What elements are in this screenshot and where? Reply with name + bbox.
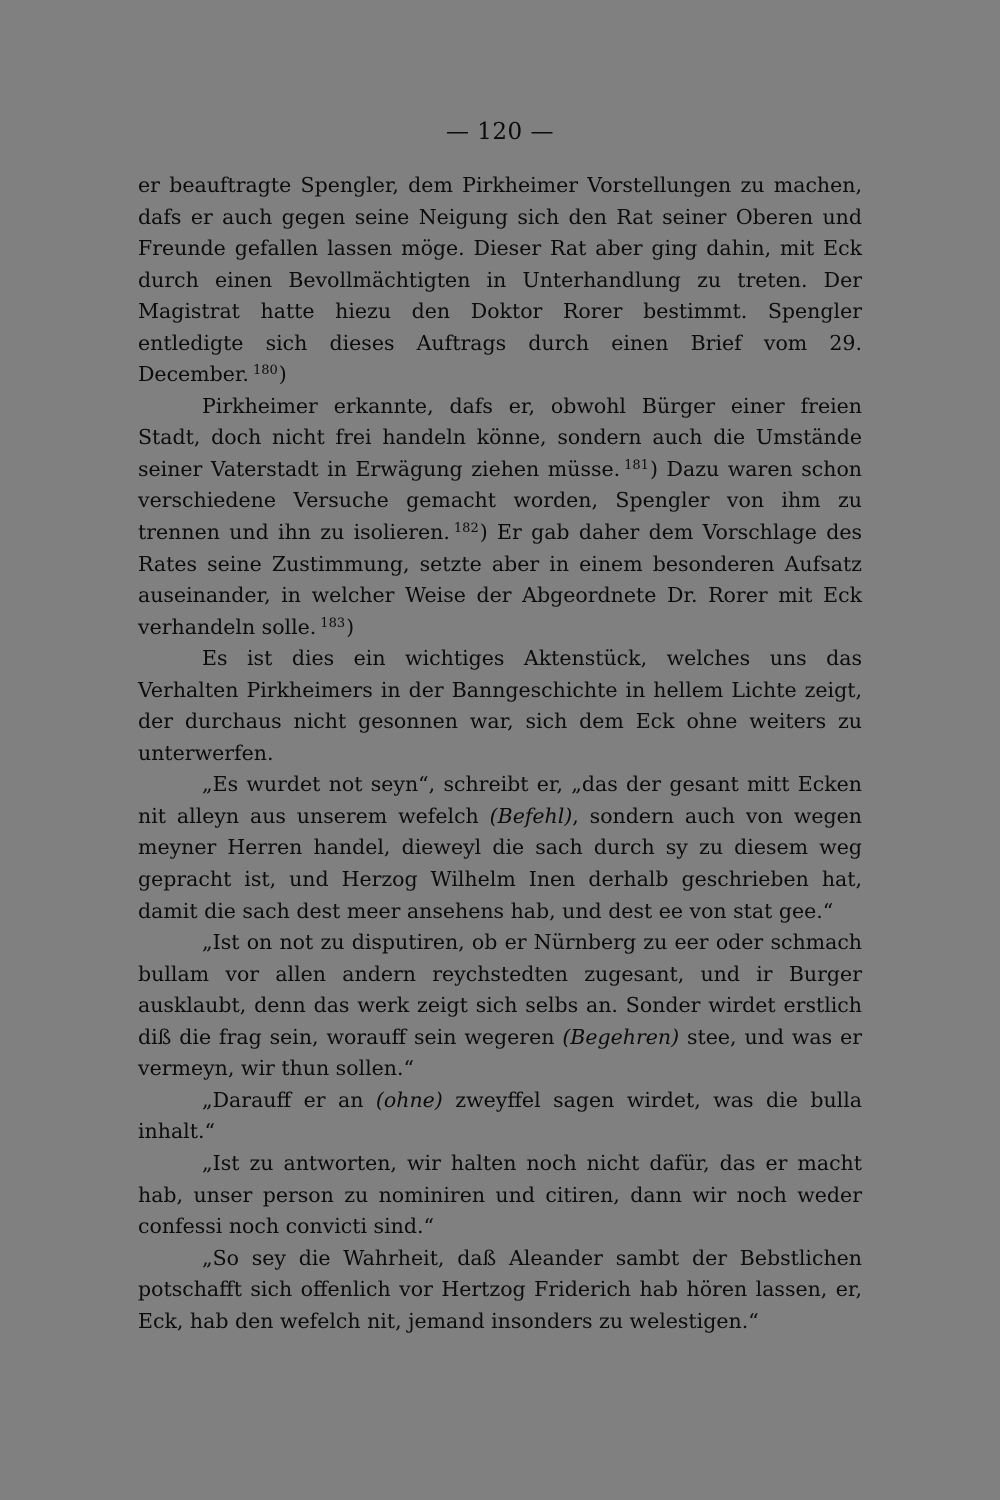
paragraph bbox=[138, 927, 862, 1085]
text-run: „Ist zu antworten, wir halten noch nicht dafür, das er macht hab, unser person zu nominiren und citiren, dann wir noch weder confessi noch convicti sind.“ bbox=[138, 1150, 862, 1239]
handwritten-gloss: (Befehl) bbox=[489, 803, 573, 828]
footnote-bracket: ) bbox=[278, 362, 287, 387]
text-run: Er gab daher dem Vorschlage des Rates seine Zustimmung, setzte aber in einem besonderen Aufsatz auseinander, in welcher Weise der Abgeordnete Dr. Rorer mit Eck verhandeln solle. bbox=[138, 520, 862, 639]
footnote-ref: 180 bbox=[252, 363, 278, 379]
paragraph bbox=[138, 1085, 862, 1148]
text-run: Pirkheimer erkannte, dafs er, obwohl Bürger einer freien Stadt, doch nicht frei handeln könne, sondern auch die Umstände seiner Vaterstadt in Erwägung ziehen müsse. bbox=[138, 393, 862, 481]
text-run: Es ist dies ein wichtiges Aktenstück, welches uns das Verhalten Pirkheimers in der Banngeschichte in hellem Lichte zeigt, der durchaus nicht gesonnen war, sich dem Eck ohne weiters zu unterwerfen. bbox=[138, 646, 862, 765]
paragraph bbox=[138, 643, 862, 769]
footnote-bracket: ) bbox=[479, 520, 488, 545]
text-run: stee, und was er vermeyn, wir thun sollen.“ bbox=[138, 1024, 862, 1081]
body-text bbox=[138, 170, 862, 1337]
footnote-bracket: ) bbox=[346, 614, 355, 639]
handwritten-gloss: (Begehren) bbox=[562, 1024, 680, 1049]
handwritten-gloss: (ohne) bbox=[375, 1087, 443, 1112]
paragraph bbox=[138, 170, 862, 391]
paragraph bbox=[138, 1148, 862, 1243]
page-number: — 120 — bbox=[445, 119, 555, 145]
text-run: zweyffel sagen wirdet, was die bulla inhalt.“ bbox=[138, 1087, 862, 1144]
text-run: er beauftragte Spengler, dem Pirkheimer Vorstellungen zu machen, dafs er auch gegen seine Neigung sich den Rat seiner Oberen und Freunde gefallen lassen möge. Dieser Rat aber ging dahin, mit Eck durch einen Bevollmächtigten in Unterhandlung zu treten. Der Magistrat hatte hiezu den Doktor Rorer bestimmt. Spengler entledigte sich dieses Auftrags durch einen Brief vom 29. December. bbox=[138, 173, 862, 387]
paragraph bbox=[138, 391, 862, 643]
footnote-bracket: ) bbox=[649, 456, 658, 481]
text-run: „Darauff er an bbox=[202, 1087, 376, 1112]
footnote-ref: 181 bbox=[624, 457, 649, 473]
paragraph bbox=[138, 769, 862, 927]
text-run: „So sey die Wahrheit, daß Aleander sambt der Bebstlichen potschafft sich offenlich vor Hertzog Friderich hab hören lassen, er, Eck, hab den wefelch nit, jemand insonders zu welestigen.“ bbox=[138, 1245, 862, 1333]
footnote-ref: 183 bbox=[320, 615, 346, 631]
text-run: „Es wurdet not seyn“, schreibt er, „das der gesant mitt Ecken nit alleyn aus unserem wefelch bbox=[138, 772, 862, 828]
footnote-ref: 182 bbox=[453, 521, 479, 537]
paragraph bbox=[138, 1243, 862, 1338]
text-run: Dazu waren schon verschiedene Versuche gemacht worden, Spengler von ihm zu trennen und ihn zu isolieren. bbox=[138, 456, 862, 545]
text-run: , sondern auch von wegen meyner Herren handel, dieweyl die sach durch sy zu diesem weg gepracht ist, und Herzog Wilhelm Inen derhalb geschrieben hat, damit die sach dest meer ansehens hab, und dest ee von stat gee.“ bbox=[138, 803, 862, 923]
text-run: „Ist on not zu disputiren, ob er Nürnberg zu eer oder schmach bullam vor allen andern reychstedten zugesant, und ir Burger ausklaubt, denn das werk zeigt sich selbs an. Sonder wirdet erstlich diß die frag sein, worauff sein wegeren bbox=[138, 930, 862, 1049]
